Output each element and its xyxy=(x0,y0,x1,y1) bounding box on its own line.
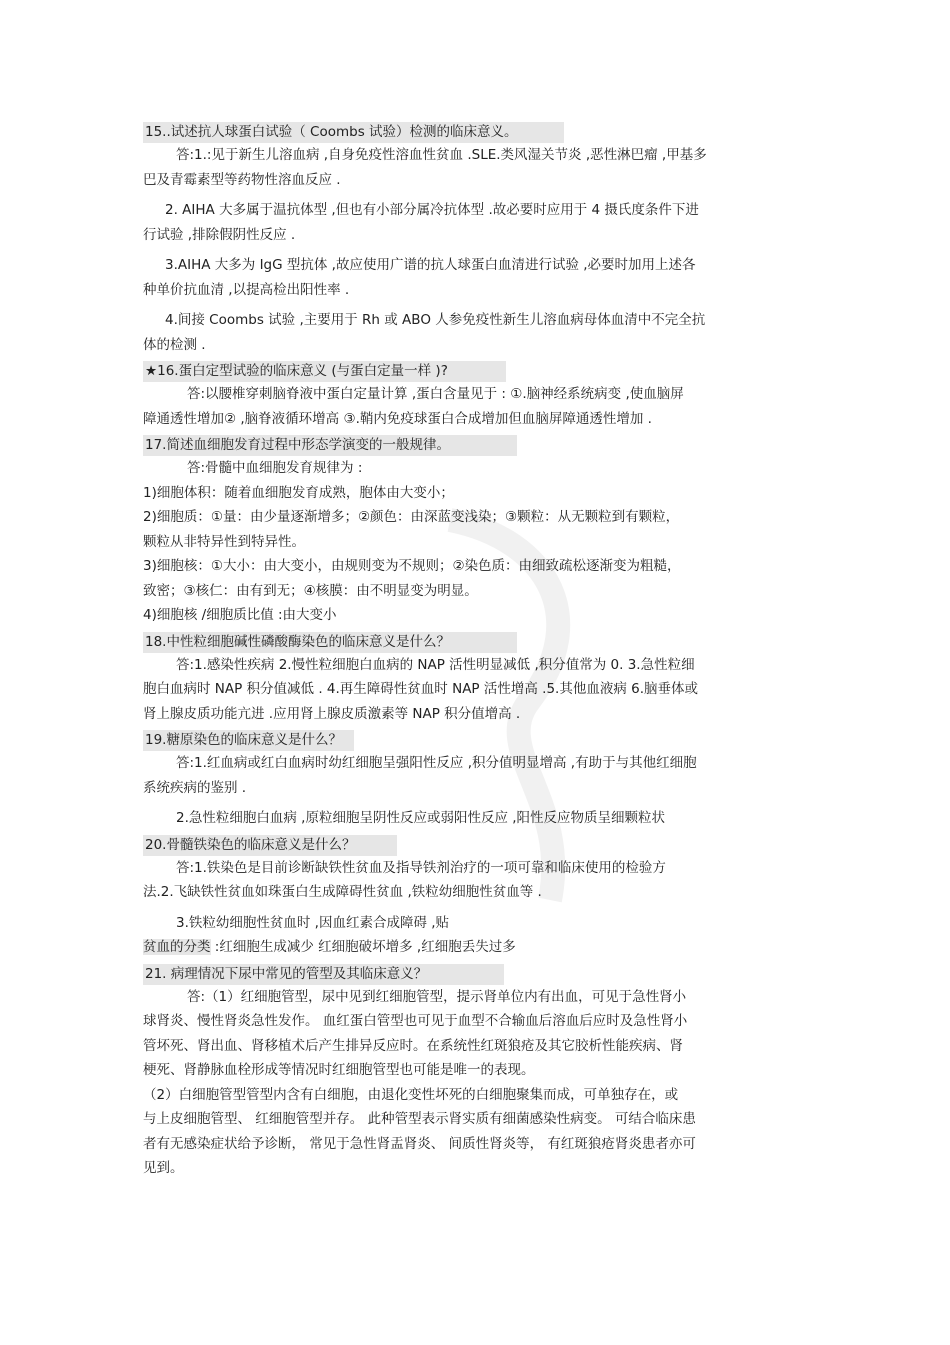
answer-line: 行试验 ,排除假阴性反应 . xyxy=(143,226,296,243)
answer-line: 4.间接 Coombs 试验 ,主要用于 Rh 或 ABO 人参免疫性新生儿溶血病母体血清中不完全抗 xyxy=(165,312,706,328)
answer-line: 3.铁粒幼细胞性贫血时 ,因血红素合成障碍 ,贴 xyxy=(176,914,450,931)
question-16-heading xyxy=(143,359,805,381)
document-page xyxy=(143,118,805,1181)
answer-line: 答:1.:见于新生儿溶血病 ,自身免疫性溶血性贫血 .SLE.类风湿关节炎 ,恶性淋巴瘤 ,甲基多 xyxy=(176,147,707,163)
answer-line: 3)细胞核：①大小：由大变小，由规则变为不规则；②染色质：由细致疏松逐渐变为粗糙， xyxy=(143,558,681,574)
answer-line: 答:1.铁染色是目前诊断缺铁性贫血及指导铁剂治疗的一项可靠和临床使用的检验方 xyxy=(176,859,666,876)
answer-line: 胞白血病时 NAP 积分值减低 . 4.再生障碍性贫血时 NAP 活性增高 .5.其他血液病 6.脑垂体或 xyxy=(143,681,699,697)
question-17-title: 17.简述血细胞发育过程中形态学演变的一般规律。 xyxy=(143,435,517,456)
answer-line: 者有无感染症状给予诊断， 常见于急性肾盂肾炎、 间质性肾炎等， 有红斑狼疮肾炎患者亦可 xyxy=(143,1135,696,1152)
question-21-title: 21. 病理情况下尿中常见的管型及其临床意义？ xyxy=(143,964,504,985)
answer-line: 巴及青霉素型等药物性溶血反应 . xyxy=(143,171,341,188)
answer-line: 1)细胞体积：随着血细胞发育成熟，胞体由大变小； xyxy=(143,484,454,501)
answer-line: 梗死、肾静脉血栓形成等情况时红细胞管型也可能是唯一的表现。 xyxy=(143,1062,535,1078)
answer-line: 种单价抗血清 ,以提高检出阳性率 . xyxy=(143,281,350,298)
question-17-heading xyxy=(143,433,805,455)
answer-line: （2）白细胞管型管型内含有白细胞，由退化变性坏死的白细胞聚集而成，可单独存在，或 xyxy=(143,1086,679,1103)
answer-line: 答:（1）红细胞管型，尿中见到红细胞管型，提示肾单位内有出血，可见于急性肾小 xyxy=(187,988,687,1005)
answer-line: 答:1.感染性疾病 2.慢性粒细胞白血病的 NAP 活性明显减低 ,积分值常为 0. 3.急性粒细 xyxy=(176,656,695,673)
answer-line: 法.2.飞缺铁性贫血如珠蛋白生成障碍性贫血 ,铁粒幼细胞性贫血等 . xyxy=(143,884,542,900)
answer-line: 4)细胞核 /细胞质比值 :由大变小 xyxy=(143,607,337,623)
answer-line: 球肾炎、慢性肾炎急性发作。 血红蛋白管型也可见于血型不合输血后溶血后应时及急性肾小 xyxy=(143,1013,688,1029)
question-16-title: ★16.蛋白定型试验的临床意义 (与蛋白定量一样 )? xyxy=(143,361,506,382)
question-18-heading xyxy=(143,630,805,652)
answer-line-rest: :红细胞生成减少 红细胞破坏增多 ,红细胞丢失过多 xyxy=(210,939,516,955)
answer-line: 2)细胞质：①量：由少量逐渐增多；②颜色：由深蓝变浅染；③颗粒：从无颗粒到有颗粒， xyxy=(143,509,680,525)
question-18-title: 18.中性粒细胞碱性磷酸酶染色的临床意义是什么？ xyxy=(143,632,517,653)
answer-line: 肾上腺皮质功能亢进 .应用肾上腺皮质激素等 NAP 积分值增高 . xyxy=(143,705,521,722)
question-20-title: 20.骨髓铁染色的临床意义是什么？ xyxy=(143,835,397,856)
answer-line: 颗粒从非特异性到特异性。 xyxy=(143,533,305,550)
question-21-heading xyxy=(143,962,805,984)
question-19-heading xyxy=(143,728,805,750)
answer-line: 致密；③核仁：由有到无；④核膜：由不明显变为明显。 xyxy=(143,582,478,599)
answer-line: 答:1.红血病或红白血病时幼红细胞呈强阳性反应 ,积分值明显增高 ,有助于与其他红细胞 xyxy=(176,755,697,771)
answer-line: 与上皮细胞管型、 红细胞管型并存。 此种管型表示肾实质有细菌感染性病变。 可结合临床患 xyxy=(143,1111,696,1127)
answer-line: 体的检测 . xyxy=(143,336,206,353)
answer-line: 管坏死、肾出血、肾移植术后产生排异反应时。在系统性红斑狼疮及其它胶析性能疾病、肾 xyxy=(143,1037,683,1054)
question-19-title: 19.糖原染色的临床意义是什么？ xyxy=(143,730,354,751)
highlighted-term: 贫血的分类 xyxy=(143,939,211,955)
question-15-heading xyxy=(143,120,805,142)
question-15-title: 15..试述抗人球蛋白试验（ Coombs 试验）检测的临床意义。 xyxy=(143,122,564,143)
answer-line: 系统疾病的鉴别 . xyxy=(143,779,247,796)
question-20-heading xyxy=(143,833,805,855)
answer-line: 答:骨髓中血细胞发育规律为 : xyxy=(187,460,363,476)
answer-line: 障通透性增加② ,脑脊液循环增高 ③.鞘内免疫球蛋白合成增加但血脑屏障通透性增加 . xyxy=(143,410,652,427)
answer-line: 见到。 xyxy=(143,1160,184,1176)
answer-line xyxy=(143,935,805,960)
answer-line: 3.AIHA 大多为 IgG 型抗体 ,故应使用广谱的抗人球蛋白血清进行试验 ,必要时加用上述各 xyxy=(165,257,696,273)
answer-line: 2.急性粒细胞白血病 ,原粒细胞呈阴性反应或弱阳性反应 ,阳性反应物质呈细颗粒状 xyxy=(176,810,666,826)
answer-line: 答:以腰椎穿刺脑脊液中蛋白定量计算 ,蛋白含量见于 : ①.脑神经系统病变 ,使血脑屏 xyxy=(187,386,684,402)
answer-line: 2. AIHA 大多属于温抗体型 ,但也有小部分属冷抗体型 .故必要时应用于 4 摄氏度条件下进 xyxy=(165,202,699,218)
